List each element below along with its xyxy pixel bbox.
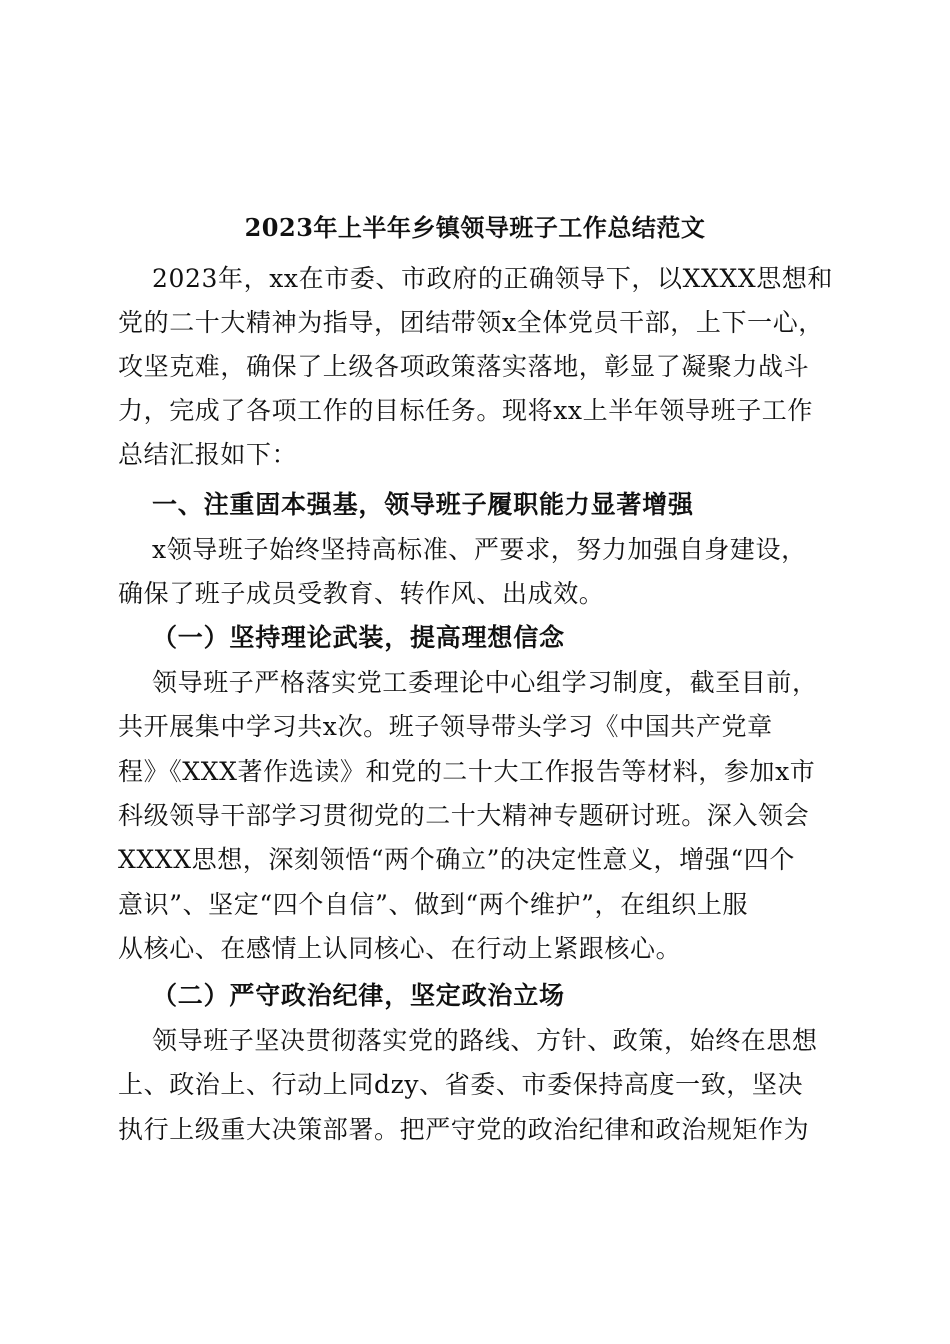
subsection-paragraph-line: 领导班子坚决贯彻落实党的路线、方针、政策，始终在思想 — [152, 1026, 818, 1055]
section-paragraph-line: x领导班子始终坚持高标准、严要求，努力加强自身建设， — [152, 535, 807, 564]
intro-line: 力，完成了各项工作的目标任务。现将xx上半年领导班子工作 — [118, 396, 814, 425]
section-paragraph-line: 确保了班子成员受教育、转作风、出成效。 — [118, 579, 605, 608]
subsection-paragraph-line: 共开展集中学习共x次。班子领导带头学习《中国共产党章 — [118, 712, 773, 741]
subsection-paragraph-line: 意识”、坚定“四个自信”、做到“两个维护”，在组织上服 — [118, 890, 749, 919]
subsection-paragraph-line: 领导班子严格落实党工委理论中心组学习制度，截至目前， — [152, 668, 818, 697]
subsection-paragraph-line: 程》《XXX著作选读》和党的二十大工作报告等材料，参加x市 — [118, 757, 816, 786]
subsection-paragraph-line: XXXX思想，深刻领悟“两个确立”的决定性意义，增强“四个 — [118, 845, 795, 874]
intro-line: 攻坚克难，确保了上级各项政策落实落地，彰显了凝聚力战斗 — [118, 352, 810, 381]
subsection-paragraph-line: 科级领导干部学习贯彻党的二十大精神专题研讨班。深入领会 — [118, 801, 810, 830]
subsection-heading: （二）严守政治纪律，坚定政治立场 — [152, 981, 565, 1010]
document-title: 2023年上半年乡镇领导班子工作总结范文 — [244, 213, 706, 242]
subsection-paragraph-line: 上、政治上、行动上同dzy、省委、市委保持高度一致，坚决 — [118, 1070, 804, 1099]
subsection-paragraph-line: 从核心、在感情上认同核心、在行动上紧跟核心。 — [118, 934, 682, 963]
subsection-heading: （一）坚持理论武装，提高理想信念 — [152, 623, 565, 652]
intro-line: 党的二十大精神为指导，团结带领x全体党员干部，上下一心， — [118, 308, 824, 337]
intro-line: 总结汇报如下： — [118, 440, 298, 469]
subsection-paragraph-line: 执行上级重大决策部署。把严守党的政治纪律和政治规矩作为 — [118, 1115, 810, 1144]
section-heading: 一、注重固本强基，领导班子履职能力显著增强 — [152, 490, 694, 519]
intro-line: 2023年，xx在市委、市政府的正确领导下，以XXXX思想和 — [152, 264, 834, 293]
